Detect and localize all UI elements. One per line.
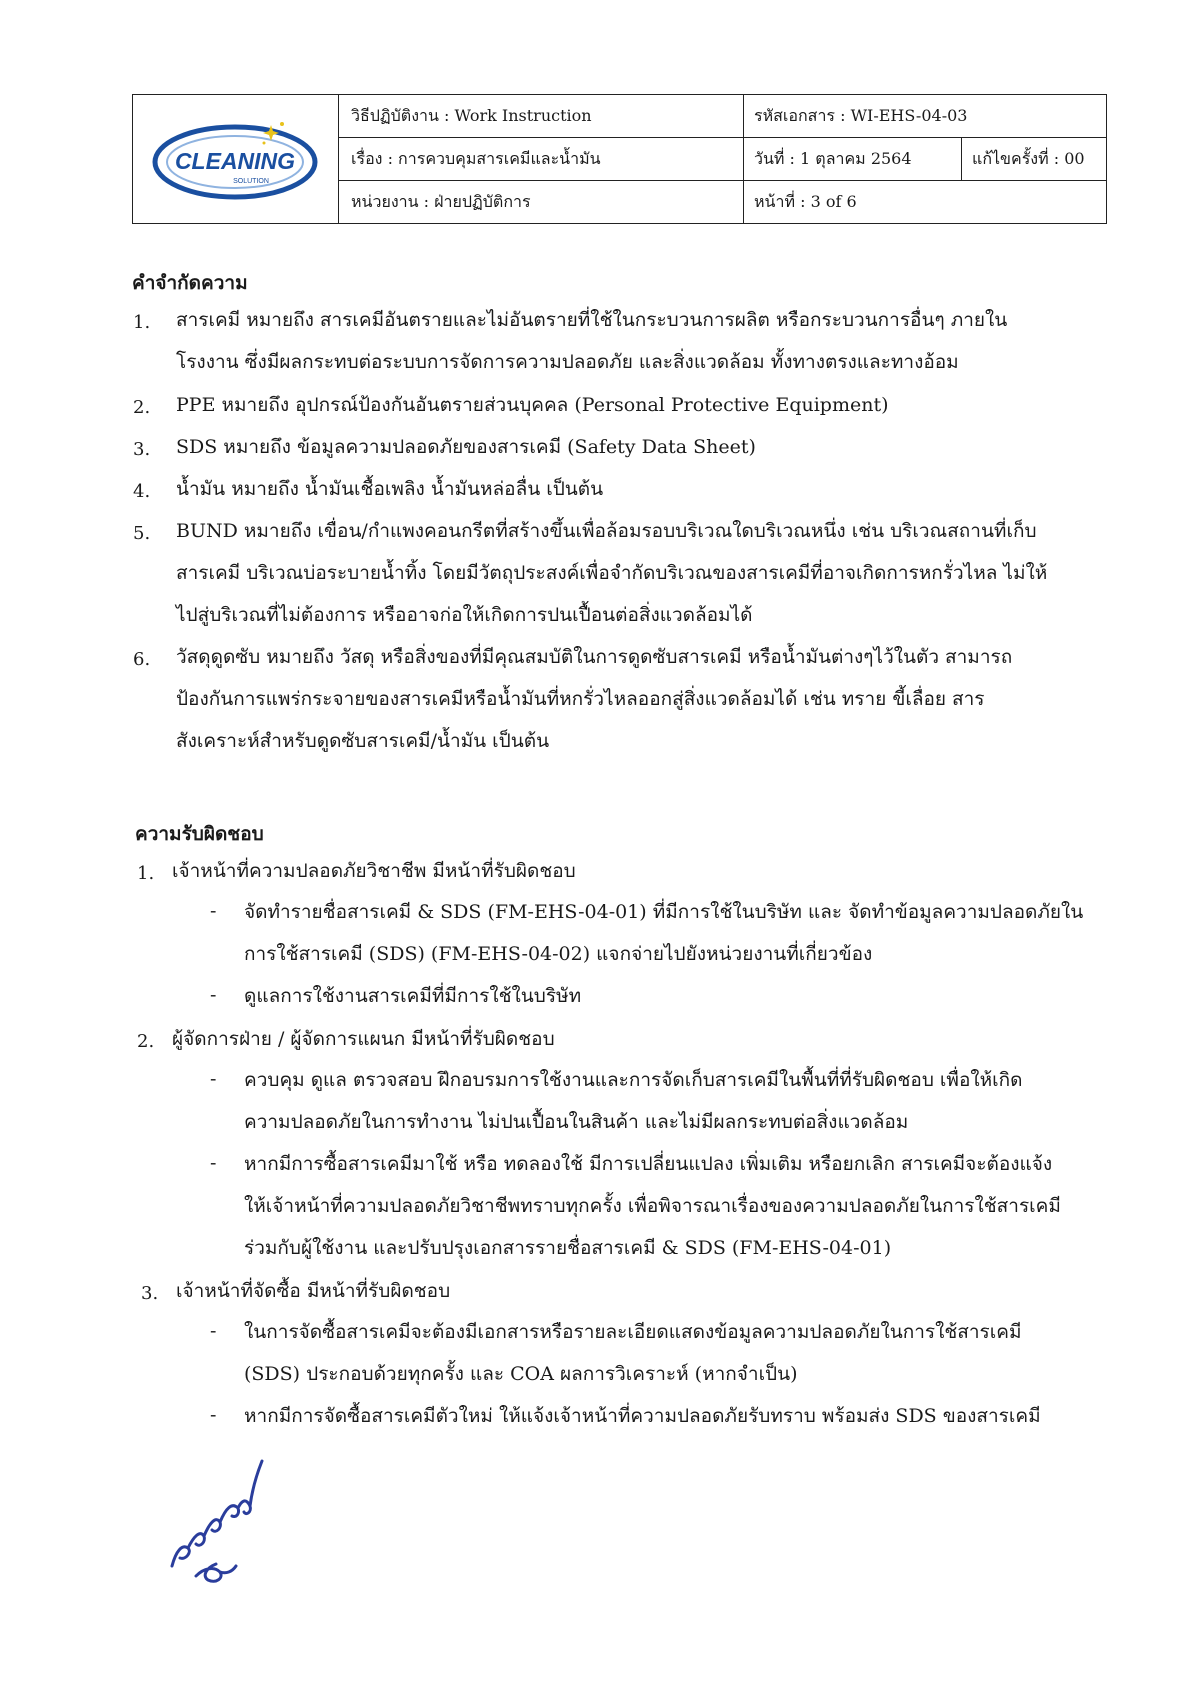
definition-line: วัสดุดูดซับ หมายถึง วัสดุ หรือสิ่งของที่มีคุณสมบัติในการดูดซับสารเคมี หรือน้ำมันต่างๆไว้ในตัว สามารถ [176, 646, 1013, 668]
bullet-dash: - [210, 1068, 217, 1090]
responsibility-bullet-line: จัดทำรายชื่อสารเคมี & SDS (FM-EHS-04-01) ที่มีการใช้ในบริษัท และ จัดทำข้อมูลความปลอดภัยใน [244, 901, 1084, 923]
doc-type: วิธีปฏิบัติงาน : Work Instruction [339, 95, 744, 137]
responsibility-title: ผู้จัดการฝ่าย / ผู้จัดการแผนก มีหน้าที่รับผิดชอบ [172, 1028, 555, 1050]
definition-line: SDS หมายถึง ข้อมูลความปลอดภัยของสารเคมี (Safety Data Sheet) [176, 436, 756, 458]
bullet-dash: - [210, 900, 217, 922]
definition-line: โรงงาน ซึ่งมีผลกระทบต่อระบบการจัดการความปลอดภัย และสิ่งแวดล้อม ทั้งทางตรงและทางอ้อม [176, 351, 959, 373]
definition-line: BUND หมายถึง เขื่อน/กำแพงคอนกรีตที่สร้างขึ้นเพื่อล้อมรอบบริเวณใดบริเวณหนึ่ง เช่น บริเวณสถานที่เก็บ [176, 520, 1037, 542]
definition-number: 3. [133, 439, 151, 460]
definition-line: น้ำมัน หมายถึง น้ำมันเชื้อเพลิง น้ำมันหล่อลื่น เป็นต้น [176, 478, 604, 500]
handwritten-signature [166, 1456, 276, 1596]
definition-number: 1. [133, 312, 151, 333]
logo-text: CLEANING [174, 148, 296, 174]
responsibility-bullet-line: หากมีการจัดซื้อสารเคมีตัวใหม่ ให้แจ้งเจ้าหน้าที่ความปลอดภัยรับทราบ พร้อมส่ง SDS ของสารเคมี [244, 1405, 1041, 1427]
header-row-1 [339, 95, 1106, 138]
doc-subject: เรื่อง : การควบคุมสารเคมีและน้ำมัน [339, 138, 744, 180]
logo-cell [133, 95, 339, 223]
bullet-dash: - [210, 1404, 217, 1426]
responsibility-bullet-line: ร่วมกับผู้ใช้งาน และปรับปรุงเอกสารรายชื่อสารเคมี & SDS (FM-EHS-04-01) [244, 1237, 892, 1259]
responsibility-bullet-line: การใช้สารเคมี (SDS) (FM-EHS-04-02) แจกจ่ายไปยังหน่วยงานที่เกี่ยวข้อง [244, 943, 873, 965]
definition-line: สารเคมี บริเวณบ่อระบายน้ำทิ้ง โดยมีวัตถุประสงค์เพื่อจำกัดบริเวณของสารเคมีที่อาจเกิดการหกรั่วไหล ไม่ให้ [176, 562, 1048, 584]
definitions-heading: คำจำกัดความ [132, 272, 248, 294]
definition-line: PPE หมายถึง อุปกรณ์ป้องกันอันตรายส่วนบุคคล (Personal Protective Equipment) [176, 394, 889, 416]
responsibilities-heading: ความรับผิดชอบ [135, 823, 264, 845]
definition-line: สารเคมี หมายถึง สารเคมีอันตรายและไม่อันตรายที่ใช้ในกระบวนการผลิต หรือกระบวนการอื่นๆ ภายใน [176, 309, 1008, 331]
logo-subtext: SOLUTION [233, 178, 269, 185]
bullet-dash: - [210, 984, 217, 1006]
company-logo [151, 117, 323, 207]
responsibility-title: เจ้าหน้าที่จัดซื้อ มีหน้าที่รับผิดชอบ [176, 1280, 451, 1302]
definition-line: ป้องกันการแพร่กระจายของสารเคมีหรือน้ำมันที่หกรั่วไหลออกสู่สิ่งแวดล้อมได้ เช่น ทราย ขี้เลื่อย สาร [176, 688, 985, 710]
responsibility-bullet-line: ในการจัดซื้อสารเคมีจะต้องมีเอกสารหรือรายละเอียดแสดงข้อมูลความปลอดภัยในการใช้สารเคมี [244, 1321, 1022, 1343]
definition-number: 6. [133, 649, 151, 670]
doc-date: วันที่ : 1 ตุลาคม 2564 [744, 138, 962, 180]
header-row-3 [339, 181, 1106, 223]
responsibility-bullet-line: ให้เจ้าหน้าที่ความปลอดภัยวิชาชีพทราบทุกครั้ง เพื่อพิจารณาเรื่องของความปลอดภัยในการใช้สารเคมี [244, 1195, 1061, 1217]
doc-code: รหัสเอกสาร : WI-EHS-04-03 [754, 105, 968, 125]
doc-page: หน้าที่ : 3 of 6 [754, 191, 857, 211]
doc-department: หน่วยงาน : ฝ่ายปฏิบัติการ [339, 181, 744, 223]
responsibility-bullet-line: (SDS) ประกอบด้วยทุกครั้ง และ COA ผลการวิเคราะห์ (หากจำเป็น) [244, 1363, 798, 1385]
bullet-dash: - [210, 1320, 217, 1342]
responsibility-bullet-line: หากมีการซื้อสารเคมีมาใช้ หรือ ทดลองใช้ มีการเปลี่ยนแปลง เพิ่มเติม หรือยกเลิก สารเคมีจะต้องแจ้ง [244, 1153, 1053, 1175]
header-row-2 [339, 138, 1106, 181]
definition-number: 5. [133, 523, 151, 544]
responsibility-number: 3. [141, 1283, 159, 1304]
responsibility-bullet-line: ควบคุม ดูแล ตรวจสอบ ฝึกอบรมการใช้งานและการจัดเก็บสารเคมีในพื้นที่ที่รับผิดชอบ เพื่อให้เกิด [244, 1069, 1023, 1091]
bullet-dash: - [210, 1152, 217, 1174]
definition-number: 2. [133, 397, 151, 418]
responsibility-number: 2. [137, 1031, 155, 1052]
document-header-table [132, 94, 1107, 224]
doc-revision: แก้ไขครั้งที่ : 00 [972, 148, 1085, 168]
definition-line: สังเคราะห์สำหรับดูดซับสารเคมี/น้ำมัน เป็นต้น [176, 730, 550, 752]
responsibility-title: เจ้าหน้าที่ความปลอดภัยวิชาชีพ มีหน้าที่รับผิดชอบ [172, 860, 576, 882]
definition-line: ไปสู่บริเวณที่ไม่ต้องการ หรืออาจก่อให้เกิดการปนเปื้อนต่อสิ่งแวดล้อมได้ [176, 604, 753, 626]
responsibility-bullet-line: ความปลอดภัยในการทำงาน ไม่ปนเปื้อนในสินค้า และไม่มีผลกระทบต่อสิ่งแวดล้อม [244, 1111, 909, 1133]
responsibility-bullet-line: ดูแลการใช้งานสารเคมีที่มีการใช้ในบริษัท [244, 985, 582, 1007]
definition-number: 4. [133, 481, 151, 502]
responsibility-number: 1. [137, 863, 155, 884]
